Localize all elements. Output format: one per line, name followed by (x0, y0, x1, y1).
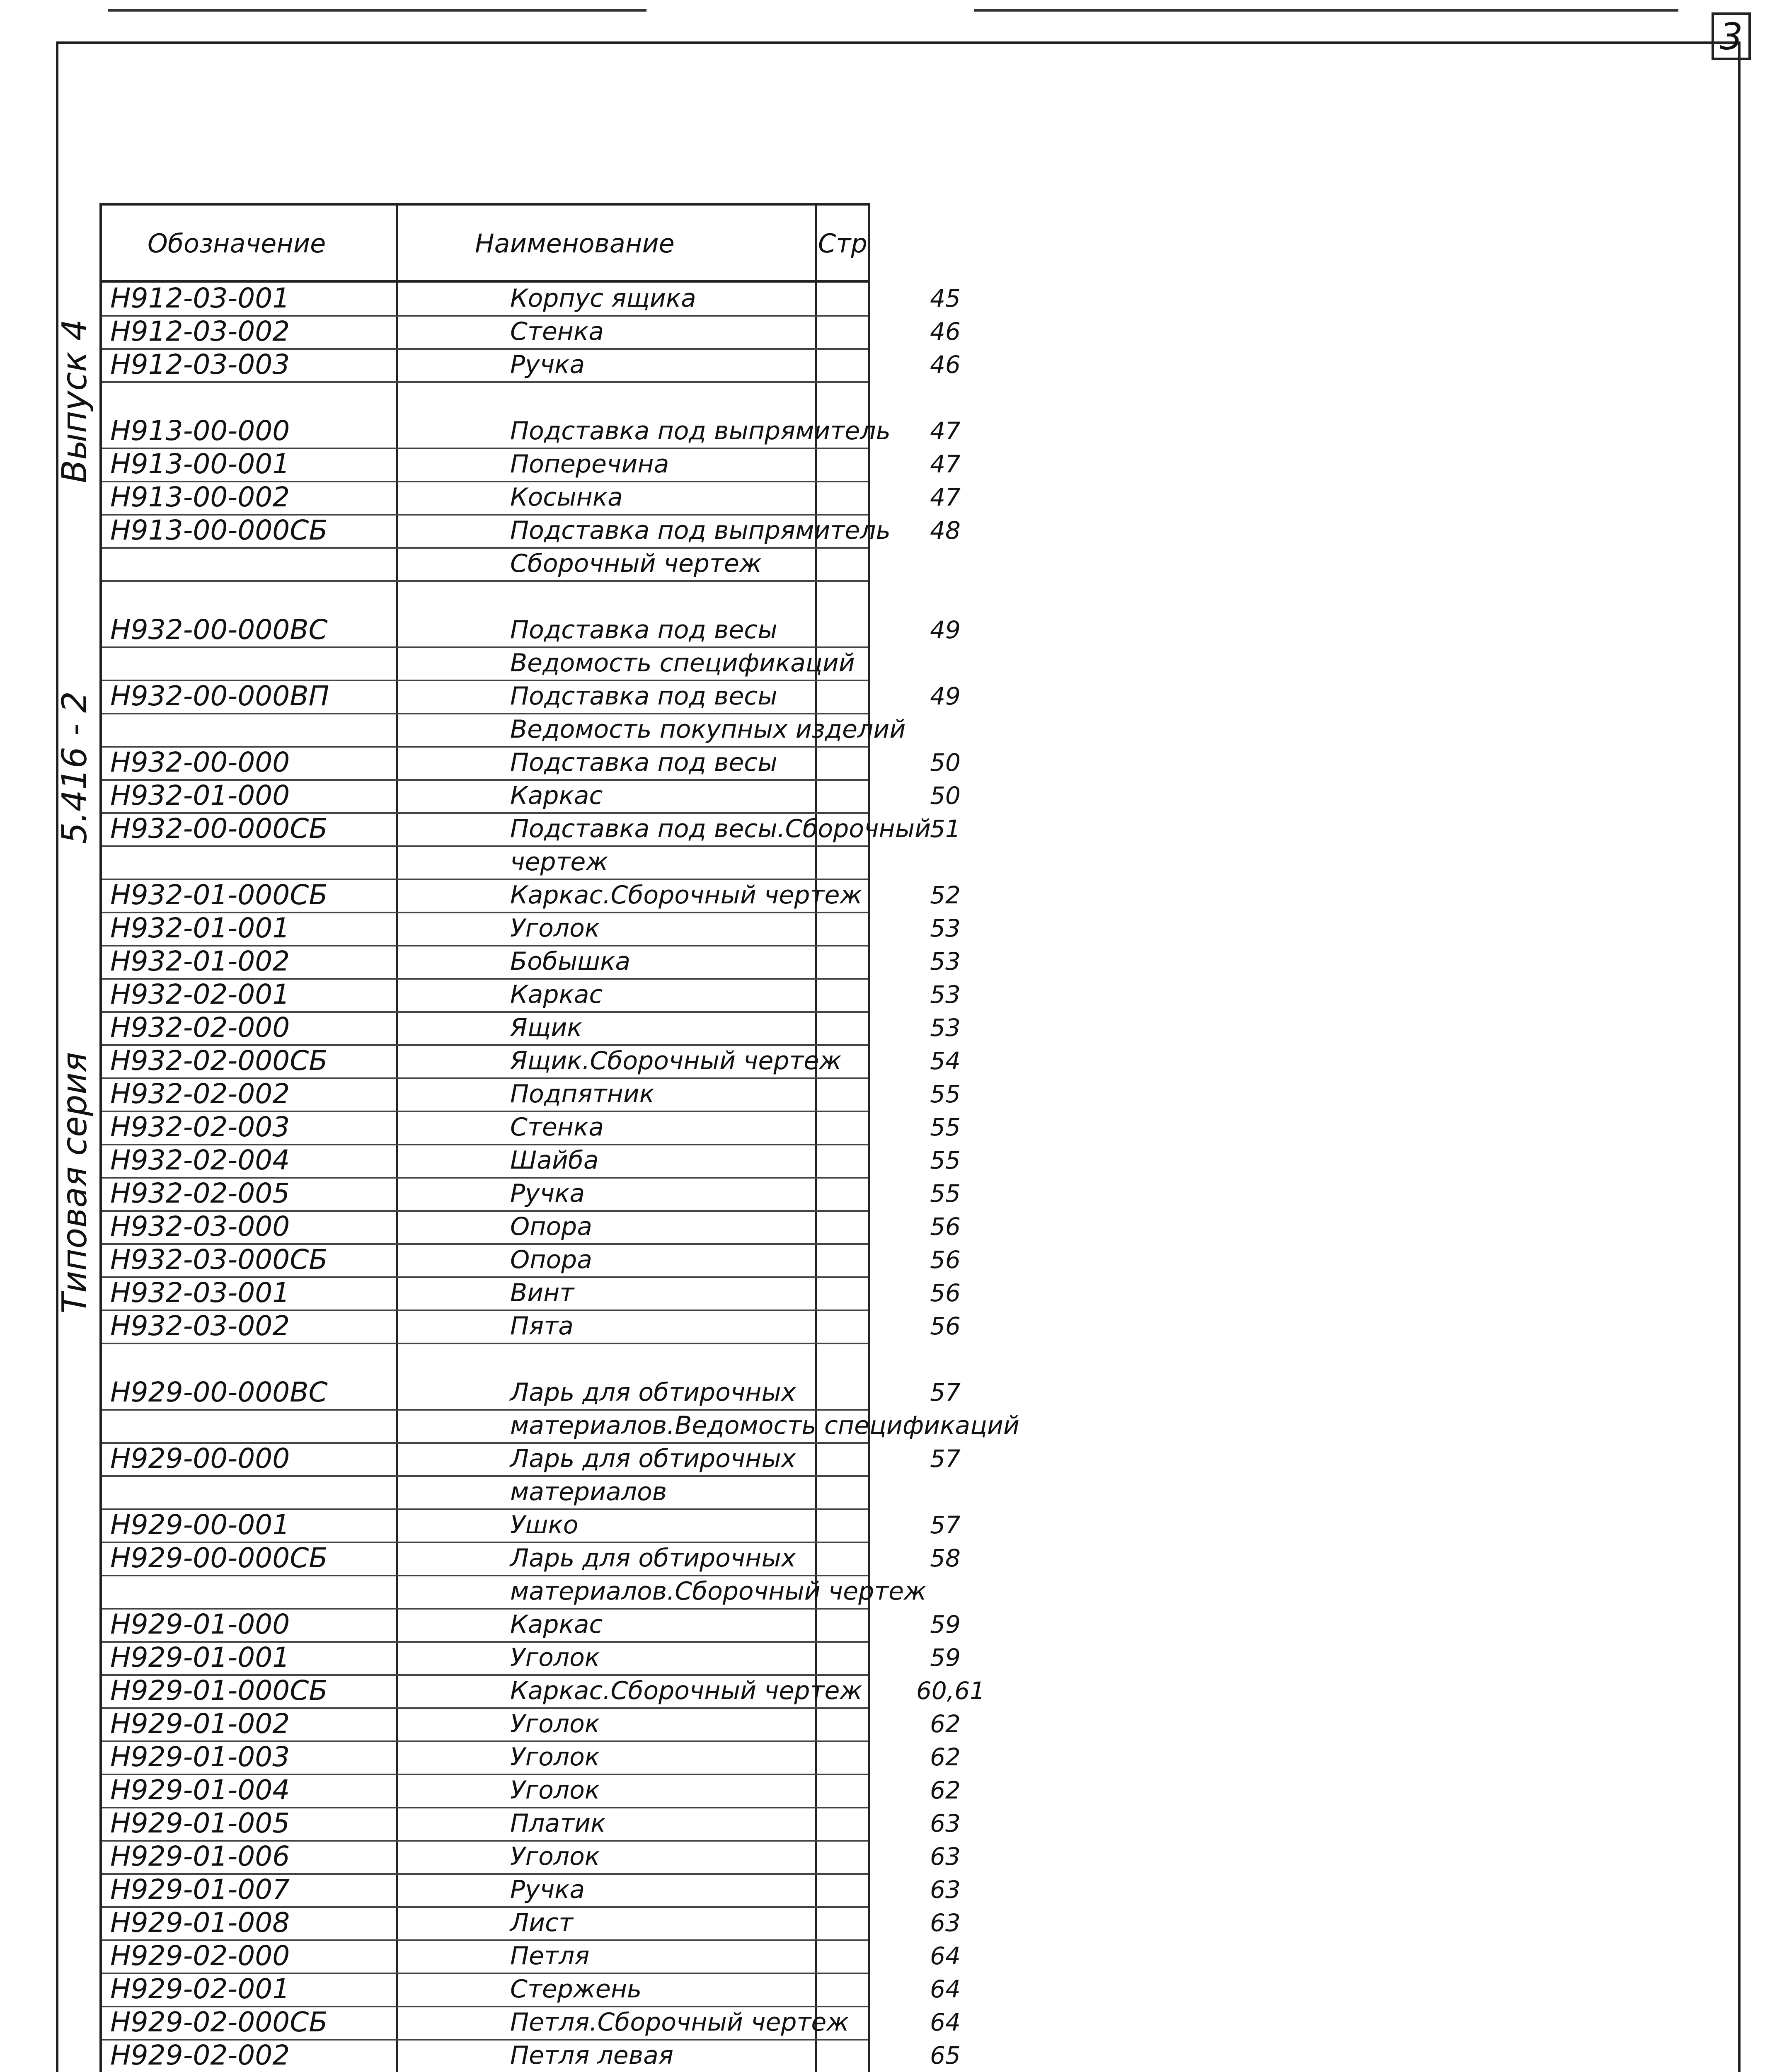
name-cell: Стержень (510, 1975, 642, 2004)
table-row (102, 1508, 961, 1543)
page-cell: 63 (930, 1842, 961, 1871)
name-cell: Каркас.Сборочный чертеж (510, 881, 862, 910)
table-row (102, 514, 961, 549)
page-cell: 57 (930, 1378, 961, 1406)
header-page: Стр (818, 228, 867, 259)
table-row (102, 1177, 961, 1212)
table-row (102, 1873, 961, 1908)
name-cell: Ларь для обтирочных (510, 1378, 796, 1407)
designation-cell: Н929-01-004 (110, 1774, 290, 1806)
name-cell: Каркас (510, 1610, 603, 1639)
designation-cell: Н929-01-006 (110, 1840, 290, 1872)
designation-cell: Н929-01-001 (110, 1641, 290, 1673)
designation-cell: Н932-02-000 (110, 1012, 290, 1043)
name-cell: Поперечина (510, 450, 669, 479)
table-row (102, 481, 961, 516)
page-cell: 49 (930, 682, 961, 710)
name-cell: Ручка (510, 1875, 585, 1904)
designation-cell: Н929-01-005 (110, 1807, 290, 1839)
name-cell: Опора (510, 1245, 593, 1274)
table-row (102, 348, 961, 383)
name-cell: Петля.Сборочный чертеж (510, 2008, 849, 2037)
table-row (102, 1973, 961, 2007)
table-row (102, 1674, 985, 1709)
table-row (102, 1343, 868, 1376)
name-cell: Подставка под весы (510, 615, 777, 644)
table-row (102, 1906, 961, 1941)
designation-cell: Н932-00-000 (110, 746, 290, 778)
designation-cell: Н932-03-001 (110, 1277, 290, 1309)
designation-cell: Н929-00-000СБ (110, 1542, 328, 1574)
name-cell: Ручка (510, 350, 585, 379)
table-row (102, 381, 868, 414)
name-cell: материалов.Сборочный чертеж (510, 1577, 927, 1606)
name-cell: материалов.Ведомость спецификаций (510, 1411, 1019, 1440)
sheet-number: 3 (1712, 12, 1751, 60)
page-cell: 52 (930, 881, 961, 909)
designation-cell: Н932-03-002 (110, 1310, 290, 1342)
table-row (102, 1475, 868, 1510)
table-row (102, 680, 961, 714)
header-designation: Обозначение (148, 228, 326, 259)
page-cell: 47 (930, 417, 961, 445)
designation-cell: Н929-01-003 (110, 1741, 290, 1773)
name-cell: Подставка под весы.Сборочный (510, 814, 931, 843)
table-row (102, 1111, 961, 1145)
designation-cell: Н932-00-000ВП (110, 680, 329, 712)
page-cell: 56 (930, 1213, 961, 1241)
name-cell: Сборочный чертеж (510, 549, 762, 578)
page-cell: 57 (930, 1445, 961, 1473)
table-row (102, 613, 961, 648)
header-name: Наименование (475, 228, 675, 259)
series-code: 5.416 - 2 (55, 691, 94, 844)
table-row (102, 2039, 961, 2072)
page-cell: 56 (930, 1246, 961, 1274)
designation-cell: Н929-01-008 (110, 1907, 290, 1939)
designation-cell: Н929-00-001 (110, 1509, 290, 1541)
page-cell: 53 (930, 980, 961, 1009)
name-cell: Ведомость покупных изделий (510, 715, 906, 744)
table-row (102, 779, 961, 814)
name-cell: Ведомость спецификаций (510, 649, 855, 678)
name-cell: Уголок (510, 1776, 600, 1805)
name-cell: Корпус ящика (510, 284, 696, 313)
name-cell: Ушко (510, 1510, 579, 1539)
page-cell: 65 (930, 2041, 961, 2070)
name-cell: Уголок (510, 1842, 600, 1871)
table-row (102, 879, 961, 913)
page-cell: 53 (930, 914, 961, 942)
page-cell: 48 (930, 516, 961, 545)
table-row (102, 1840, 961, 1875)
page-cell: 55 (930, 1179, 961, 1208)
page-cell: 62 (930, 1743, 961, 1771)
contents-table (99, 203, 1019, 2072)
table-header (102, 206, 868, 283)
page-cell: 63 (930, 1809, 961, 1837)
designation-cell: Н929-00-000ВС (110, 1376, 328, 1408)
designation-cell: Н913-00-000 (110, 415, 290, 447)
name-cell: Стенка (510, 317, 604, 346)
name-cell: Бобышка (510, 947, 631, 976)
page-cell: 64 (930, 1942, 961, 1970)
page-cell: 46 (930, 351, 961, 379)
page-cell: 50 (930, 748, 961, 777)
page-cell: 53 (930, 1014, 961, 1042)
table-row (102, 1310, 961, 1344)
designation-cell: Н913-00-001 (110, 448, 290, 480)
designation-cell: Н932-02-003 (110, 1111, 290, 1143)
page-cell: 47 (930, 450, 961, 478)
name-cell: Винт (510, 1278, 574, 1307)
page-cell: 59 (930, 1610, 961, 1639)
designation-cell: Н932-01-000СБ (110, 879, 328, 911)
name-cell: Платик (510, 1809, 606, 1838)
name-cell: Опора (510, 1212, 593, 1241)
name-cell: Ручка (510, 1179, 585, 1208)
name-cell: Подставка под весы (510, 748, 777, 777)
page-cell: 55 (930, 1080, 961, 1108)
table-row (102, 713, 906, 748)
name-cell: Каркас.Сборочный чертеж (510, 1676, 862, 1705)
table-row (102, 1442, 961, 1477)
designation-cell: Н929-00-000 (110, 1443, 290, 1474)
table-row (102, 2006, 961, 2041)
designation-cell: Н932-02-004 (110, 1144, 290, 1176)
designation-cell: Н912-03-002 (110, 315, 290, 347)
name-cell: Пята (510, 1312, 574, 1341)
table-row (102, 746, 961, 781)
table-row (102, 1774, 961, 1808)
table-row (102, 1542, 961, 1576)
name-cell: Уголок (510, 1643, 600, 1672)
page-cell: 64 (930, 1975, 961, 2003)
table-row (102, 282, 961, 317)
table-row (102, 1011, 961, 1046)
designation-cell: Н912-03-003 (110, 349, 290, 380)
table-row (102, 1641, 961, 1676)
issue-label: Выпуск 4 (55, 319, 94, 484)
designation-cell: Н929-01-000 (110, 1608, 290, 1640)
table-row (102, 580, 868, 613)
page-cell: 56 (930, 1279, 961, 1307)
designation-cell: Н932-00-000ВС (110, 614, 328, 646)
name-cell: Ларь для обтирочных (510, 1444, 796, 1473)
page-cell: 62 (930, 1776, 961, 1804)
designation-cell: Н932-01-000 (110, 779, 290, 811)
designation-cell: Н932-02-002 (110, 1078, 290, 1110)
name-cell: чертеж (510, 847, 608, 876)
table-row (102, 1707, 961, 1742)
page-cell: 63 (930, 1909, 961, 1937)
page-cell: 62 (930, 1710, 961, 1738)
name-cell: Стенка (510, 1113, 604, 1142)
page-cell: 63 (930, 1876, 961, 1904)
table-row (102, 1575, 927, 1610)
name-cell: материалов (510, 1477, 667, 1506)
table-row (102, 812, 961, 847)
top-edge-rule (108, 9, 646, 12)
page-cell: 53 (930, 947, 961, 975)
page-cell: 55 (930, 1113, 961, 1141)
table-row (102, 1939, 961, 1974)
page-cell: 55 (930, 1146, 961, 1174)
designation-cell: Н932-03-000СБ (110, 1244, 328, 1276)
designation-cell: Н929-01-002 (110, 1708, 290, 1740)
table-row (102, 1077, 961, 1112)
name-cell: Косынка (510, 483, 623, 512)
table-row (102, 912, 961, 946)
table-row (102, 945, 961, 980)
top-edge-rule (974, 9, 1678, 12)
table-row (102, 1608, 961, 1643)
table-row (102, 1409, 1019, 1444)
name-cell: Подпятник (510, 1080, 655, 1109)
page-cell: 57 (930, 1511, 961, 1539)
series-label: Типовая серия (55, 1052, 94, 1314)
designation-cell: Н932-01-002 (110, 945, 290, 977)
designation-cell: Н913-00-002 (110, 481, 290, 513)
name-cell: Подставка под выпрямитель (510, 516, 891, 545)
page-cell: 64 (930, 2008, 961, 2036)
designation-cell: Н929-02-002 (110, 2039, 290, 2071)
table-row (102, 978, 961, 1013)
designation-cell: Н929-02-000СБ (110, 2006, 328, 2038)
page-cell: 54 (930, 1047, 961, 1075)
page-cell: 56 (930, 1312, 961, 1340)
table-row (102, 1144, 961, 1179)
designation-cell: Н932-00-000СБ (110, 813, 328, 845)
page-cell: 51 (930, 815, 961, 843)
page-cell: 59 (930, 1644, 961, 1672)
designation-cell: Н932-02-001 (110, 978, 290, 1010)
name-cell: Каркас (510, 781, 603, 810)
designation-cell: Н929-01-007 (110, 1874, 290, 1905)
designation-cell: Н912-03-001 (110, 282, 290, 314)
designation-cell: Н932-01-001 (110, 912, 290, 944)
name-cell: Каркас (510, 980, 603, 1009)
table-row (102, 646, 868, 681)
table-row (102, 1740, 961, 1775)
table-row (102, 448, 961, 482)
table-row (102, 315, 961, 350)
page-cell: 50 (930, 782, 961, 810)
page-cell: 58 (930, 1544, 961, 1572)
name-cell: Ящик (510, 1013, 582, 1042)
designation-cell: Н929-02-000 (110, 1940, 290, 1972)
designation-cell: Н913-00-000СБ (110, 514, 328, 546)
designation-cell: Н932-02-005 (110, 1177, 290, 1209)
name-cell: Петля (510, 1941, 590, 1970)
page-cell: 49 (930, 616, 961, 644)
name-cell: Ларь для обтирочных (510, 1544, 796, 1573)
name-cell: Ящик.Сборочный чертеж (510, 1046, 842, 1075)
name-cell: Подставка под весы (510, 682, 777, 711)
table-row (102, 1276, 961, 1311)
table-row (102, 1243, 961, 1278)
name-cell: Шайба (510, 1146, 599, 1175)
page-cell: 45 (930, 284, 961, 312)
page-cell: 60,61 (916, 1677, 985, 1705)
page-cell: 46 (930, 317, 961, 346)
designation-cell: Н929-02-001 (110, 1973, 290, 2005)
designation-cell: Н932-02-000СБ (110, 1045, 328, 1077)
page-cell: 47 (930, 483, 961, 511)
name-cell: Лист (510, 1908, 574, 1937)
table-row (102, 1376, 961, 1411)
name-cell: Уголок (510, 914, 600, 943)
designation-cell: Н932-03-000 (110, 1210, 290, 1242)
designation-cell: Н929-01-000СБ (110, 1675, 328, 1706)
table-row (102, 414, 961, 449)
table-row (102, 1044, 961, 1079)
name-cell: Петля левая (510, 2041, 673, 2070)
table-row (102, 1807, 961, 1842)
side-title-block (46, 319, 104, 1314)
table-row (102, 845, 868, 880)
name-cell: Уголок (510, 1709, 600, 1738)
table-body (102, 280, 1019, 2072)
table-row (102, 1210, 961, 1245)
table-row (102, 547, 868, 582)
name-cell: Уголок (510, 1743, 600, 1772)
name-cell: Подставка под выпрямитель (510, 416, 891, 445)
